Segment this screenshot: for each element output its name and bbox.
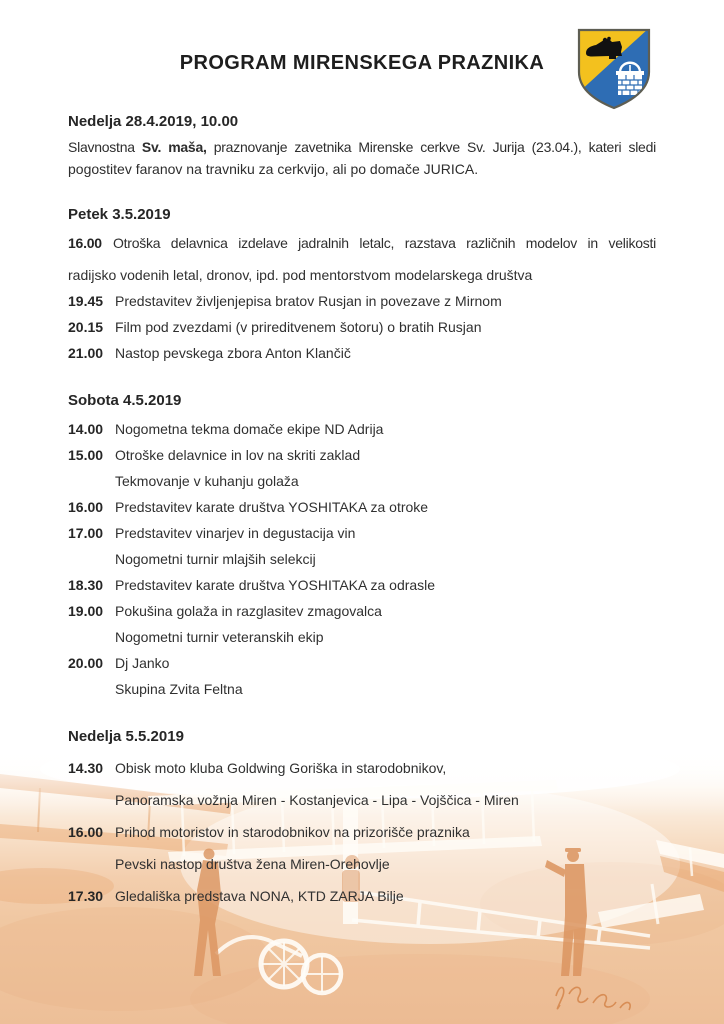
intro-heading: Nedelja 28.4.2019, 10.00: [68, 113, 239, 130]
schedule-line: [68, 340, 656, 366]
section-heading: Nedelja 5.5.2019: [68, 728, 184, 745]
schedule-line: [68, 442, 656, 468]
time-label: 21.00: [68, 345, 104, 361]
schedule-line: [68, 520, 656, 546]
schedule-line: [68, 572, 656, 598]
schedule-line: [68, 598, 656, 624]
intro-text-pre: Slavnostna: [68, 139, 142, 155]
schedule-line: [68, 816, 656, 848]
well-charge: [616, 63, 644, 95]
schedule-line: [68, 546, 656, 572]
event-text: Nogometni turnir mlajših selekcij: [115, 551, 316, 567]
schedule-line: [68, 494, 656, 520]
event-text: Predstavitev karate društva YOSHITAKA za otroke: [115, 499, 429, 515]
time-label: 20.15: [68, 319, 104, 335]
schedule-line: [68, 262, 656, 288]
schedule-line: [68, 288, 656, 314]
time-label: 16.00: [68, 235, 102, 251]
schedule-line: [68, 416, 656, 442]
event-text: Predstavitev karate društva YOSHITAKA za odrasle: [115, 577, 436, 593]
section-items: [68, 416, 656, 702]
section-items: [68, 752, 656, 912]
event-text: Skupina Zvita Feltna: [115, 681, 243, 697]
time-label: 14.00: [68, 421, 104, 437]
intro-line-2: pogostitev faranov na travniku za cerkvijo, ali po domače JURICA.: [68, 160, 479, 177]
schedule-line: [68, 650, 656, 676]
schedule-line: [68, 676, 656, 702]
event-text: Pevski nastop društva žena Miren-Orehovlje: [115, 856, 390, 872]
section-heading: Sobota 4.5.2019: [68, 392, 182, 409]
event-text: Prihod motoristov in starodobnikov na prizorišče praznika: [115, 824, 470, 840]
schedule-section: [68, 206, 656, 366]
event-text: Predstavitev vinarjev in degustacija vin: [115, 525, 356, 541]
time-label: 18.30: [68, 577, 104, 593]
coat-of-arms: [574, 26, 654, 114]
document-content: [0, 52, 724, 912]
event-text: Tekmovanje v kuhanju golaža: [115, 473, 299, 489]
intro-text-post: praznovanje zavetnika Mirenske cerkve Sv. Jurija (23.04.), kateri sledi: [206, 139, 656, 155]
time-label: 20.00: [68, 655, 104, 671]
time-label: 15.00: [68, 447, 104, 463]
event-text: Nastop pevskega zbora Anton Klančič: [115, 345, 351, 361]
event-text: radijsko vodenih letal, dronov, ipd. pod mentorstvom modelarskega društva: [68, 267, 533, 283]
schedule-section: [68, 392, 656, 702]
schedule-line: [68, 784, 656, 816]
section-heading: Petek 3.5.2019: [68, 206, 171, 223]
time-label: 16.00: [68, 824, 104, 840]
time-label: 17.30: [68, 888, 104, 904]
schedule-sections: [68, 206, 656, 912]
time-label: 16.00: [68, 499, 104, 515]
schedule-line: [68, 230, 656, 256]
intro-paragraph: [68, 137, 656, 180]
event-text: Nogometni turnir veteranskih ekip: [115, 629, 324, 645]
event-text: Panoramska vožnja Miren - Kostanjevica - Lipa - Vojščica - Miren: [115, 792, 519, 808]
schedule-line: [68, 880, 656, 912]
intro-line-1: [68, 137, 656, 159]
time-label: 17.00: [68, 525, 104, 541]
event-text: Otroške delavnice in lov na skriti zaklad: [115, 447, 361, 463]
event-text: Obisk moto kluba Goldwing Goriška in starodobnikov,: [115, 760, 447, 776]
schedule-line: [68, 624, 656, 650]
schedule-line: [68, 848, 656, 880]
intro-text-bold: Sv. maša,: [141, 139, 207, 155]
event-text: Predstavitev življenjepisa bratov Rusjan in povezave z Mirnom: [115, 293, 502, 309]
page-title: PROGRAM MIRENSKEGA PRAZNIKA: [179, 52, 545, 74]
event-text: Dj Janko: [115, 655, 170, 671]
event-text: Otroška delavnica izdelave jadralnih letalc, razstava različnih modelov in velikosti: [113, 235, 656, 251]
event-text: Pokušina golaža in razglasitev zmagovalca: [115, 603, 382, 619]
schedule-line: [68, 314, 656, 340]
time-label: 19.45: [68, 293, 104, 309]
event-text: Nogometna tekma domače ekipe ND Adrija: [115, 421, 384, 437]
schedule-section: [68, 728, 656, 912]
time-label: 19.00: [68, 603, 104, 619]
section-items: [68, 230, 656, 366]
schedule-line: [68, 468, 656, 494]
event-text: Gledališka predstava NONA, KTD ZARJA Bilje: [115, 888, 404, 904]
schedule-line: [68, 752, 656, 784]
event-text: Film pod zvezdami (v prireditvenem šotoru) o bratih Rusjan: [115, 319, 482, 335]
time-label: 14.30: [68, 760, 104, 776]
